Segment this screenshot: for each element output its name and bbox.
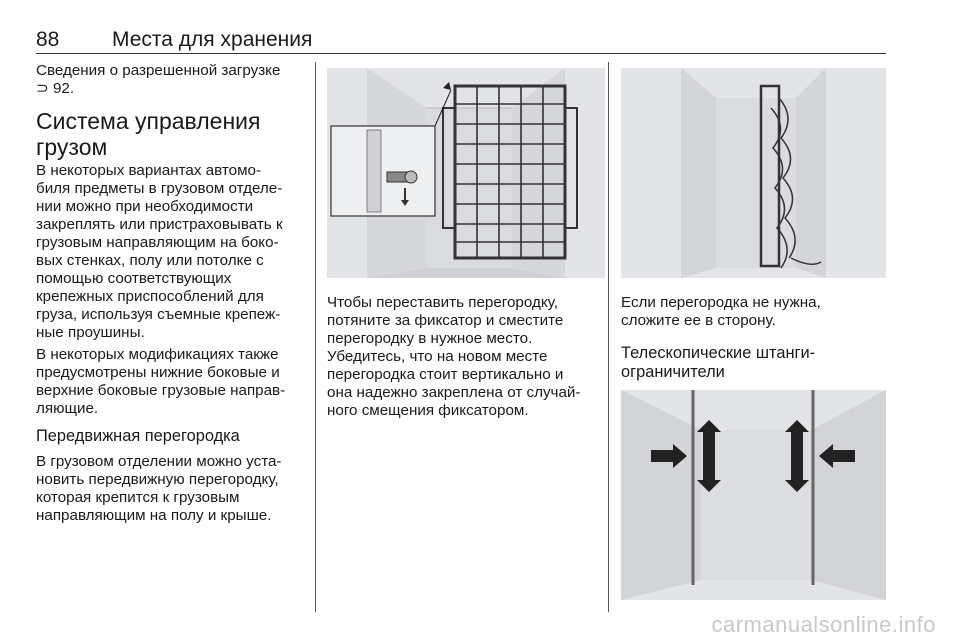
caption-move-partition: Чтобы переставить перегородку, потяните за фиксатор и сместите перегородку в нужное место. Убедитесь, что на новом месте перегородка стоит вертикально и она надежно закреплена от случай- ного смещения фиксатором. xyxy=(327,294,581,419)
paragraph-partition: В грузовом отделении можно уста- новить передвижную перегородку, которая крепится к грузовым направляющим на полу и крыше. xyxy=(36,453,282,524)
reference-arrow-icon: ⊃ xyxy=(36,80,49,97)
illustration-folded-partition xyxy=(621,68,886,278)
column-left xyxy=(36,62,304,529)
cross-reference: Сведения о разрешенной загрузке ⊃ 92. xyxy=(36,62,281,97)
page-number: 88 xyxy=(36,28,60,51)
column-divider xyxy=(315,62,316,612)
caption-fold-partition: Если перегородка не нужна, сложите ее в сторону. Телескопические штанги- ограничители xyxy=(621,294,886,389)
column-divider xyxy=(608,62,609,612)
watermark: carmanualsonline.info xyxy=(711,612,936,637)
paragraph-side-rails: В некоторых модификациях также предусмотрены нижние боковые и верхние боковые грузовые направ- ляющие. xyxy=(36,346,286,417)
illustration-partition-net xyxy=(327,68,605,278)
illustration-telescopic-bars xyxy=(621,390,886,600)
subheading-partition: Передвижная перегородка xyxy=(36,427,240,445)
paragraph-cargo-system: В некоторых вариантах автомо- биля предметы в грузовом отделе- нии можно при необходимости закреплять или пристраховывать к грузовым направляющим на боко- вых стенках, полу или потолке с помощью соответствующих крепежных приспособлений для груза, используя съемные крепеж- ные проушины. xyxy=(36,162,283,341)
page-title: Места для хранения xyxy=(112,28,313,51)
page-header xyxy=(36,22,886,54)
subheading-telescopic-bars: Телескопические штанги- ограничители xyxy=(621,344,816,381)
section-heading: Система управления грузом xyxy=(36,108,261,160)
page-reference-link[interactable]: 92. xyxy=(52,80,75,97)
